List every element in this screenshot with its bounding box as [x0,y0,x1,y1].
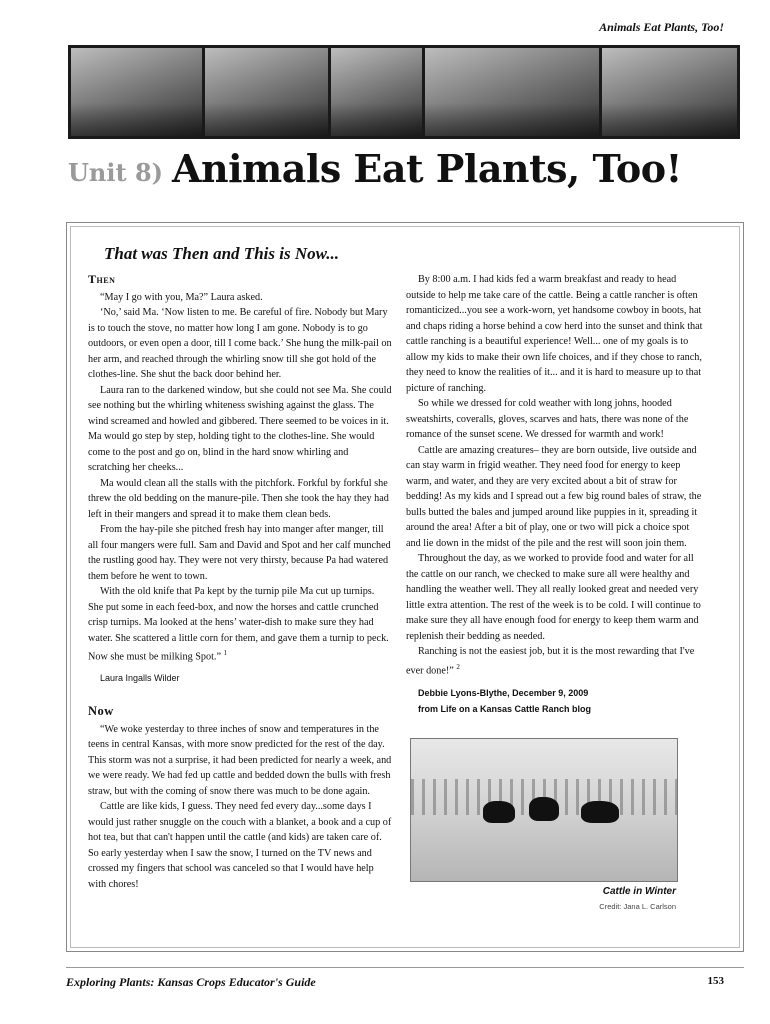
now-paragraph-text: Ranching is not the easiest job, but it is the most rewarding that I've ever done!” [406,646,695,676]
photo-banner [68,45,740,139]
then-paragraph-last [88,584,392,665]
section-subtitle: That was Then and This is Now... [104,244,340,263]
page-title: Animals Eat Plants, Too! [172,146,682,191]
now-paragraph: “We woke yesterday to three inches of snow and temperatures in the teens in central Kansas, with more snow predicted for the rest of the day. This storm was not a surprise, it had been predicted for nearly a week, and we were ready. We had fed up cattle and bedded down the bulls with fresh straw, but with the coming of snow there was much to be done again. [88,723,392,797]
now-paragraph-last [406,644,706,678]
footnote-marker: 2 [456,662,460,671]
cattle-in-winter-photo [410,738,678,882]
now-attribution [418,686,706,717]
footnote-marker: 1 [223,649,228,657]
now-paragraph: By 8:00 a.m. I had kids fed a warm breakfast and ready to head outside to help me take care of the cattle. Being a cattle rancher is often romanticized...you see a work-worn, yet handsome cowboy in boots, hat and chaps riding a horse behind a cow herd into the sunset and think that cattle ranching is a beautiful experience! Well... one of my goals is to allow my kids to make their own life choices, and if they chose to ranch, they need to know the realities of it... and it is hard to measure up to that picture of ranching. [406,274,703,394]
meadowlark-photo [331,48,422,136]
photo-credit: Credit: Jana L. Carlson [599,902,676,911]
then-heading: Then [88,272,116,286]
then-paragraph: “May I go with you, Ma?” Laura asked. [100,291,263,303]
then-paragraph: ‘No,’ said Ma. ‘Now listen to me. Be careful of fire. Nobody but Mary is to touch the stove, no matter how long I am gone. Nobody is to go outdoors, or even open a door, till I come back.’ She hung the milk-pail on her arm, and reached through the whirling snow till she got hold of the clothes-line. She shut the back door behind her. [88,307,392,380]
now-attribution-author: Debbie Lyons-Blythe, December 9, 2009 [418,688,589,699]
left-column [88,272,392,892]
then-paragraph: Ma would clean all the stalls with the pitchfork. Forkful by forkful she threw the old bedding on the manure-pile. Then she took the hay they had left in their mangers and spread it to make them clean beds. [88,477,389,520]
pigs-photo [71,48,202,136]
footer-divider [66,967,744,968]
cow-silhouette [529,797,559,821]
women-with-plants-photo [205,48,328,136]
unit-label: Unit 8) [68,158,163,187]
now-attribution-source: from Life on a Kansas Cattle Ranch blog [418,703,592,714]
footer-title: Exploring Plants: Kansas Crops Educator's Guide [66,975,316,989]
then-paragraph-text: With the old knife that Pa kept by the turnip pile Ma cut up turnips. She put some in each feed-box, and now the horses and cattle crunched crisp turnips. Ma looked at the hens’ water-dish to make sure they had water. She scattered a little corn for them, and gave them a turnip to peck. Now she must be milking Spot.” [88,586,389,663]
page-number: 153 [707,975,724,987]
now-paragraph: So while we dressed for cold weather with long johns, hooded sweatshirts, coveralls, gloves, scarves and hats, there was none of the romance of the sunset scene. We dressed for warmth and work! [406,398,689,440]
cow-silhouette [581,801,619,823]
now-paragraph: Cattle are amazing creatures– they are born outside, live outside and can stay warm in frigid weather. They need food for energy to keep warm, and water, and they are very excited about a bit of straw for bedding! As my kids and I spread out a few big round bales of straw, the bulls butted the bales and jumped around like puppies in it, spreading it around the area! After a bit of play, one or two will pick a choice spot and lie down in the midst of the pile and the rest will soon join them. [406,444,702,549]
now-paragraph: Cattle are like kids, I guess. They need fed every day...some days I would just rather snuggle on the couch with a blanket, a book and a cup of hot tea, but that can't happen until the cattle (and kids) are taken care of. So early yesterday when I saw the snow, I turned on the TV news and crossed my fingers that school was canceled so that I would have help with chores! [88,801,392,890]
running-head: Animals Eat Plants, Too! [599,20,724,34]
then-paragraph: From the hay-pile she pitched fresh hay into manger after manger, till all four mangers were full. Sam and David and Spot and her calf munched the rustling good hay. They were not very thirsty, because Pa had watered them before he went to town. [88,524,391,582]
cattle-photo [425,48,599,136]
now-heading: Now [88,704,114,719]
right-column [406,272,706,717]
photo-caption: Cattle in Winter [602,886,676,897]
now-paragraph: Throughout the day, as we worked to provide food and water for all the cattle on our ranch, we checked to make sure all were healthy and handling the weather well. They all really looked great and needed very little extra attention. The rest of the week is to be cold. I will continue to make sure they all have enough food for energy to keep them warm and replenish their bedding as needed. [406,553,701,642]
cow-silhouette [483,801,515,823]
feed-bags-photo [602,48,737,136]
then-paragraph: Laura ran to the darkened window, but she could not see Ma. She could see nothing but the whirling whiteness swishing against the glass. The wind screamed and howled and gibbered. There seemed to be voices in it. Ma would go step by step, holding tight to the clothes-line. She would come to the post and go on, blind in the hard snow whirling and scratching her cheeks... [88,384,392,473]
then-attribution: Laura Ingalls Wilder [100,672,180,683]
